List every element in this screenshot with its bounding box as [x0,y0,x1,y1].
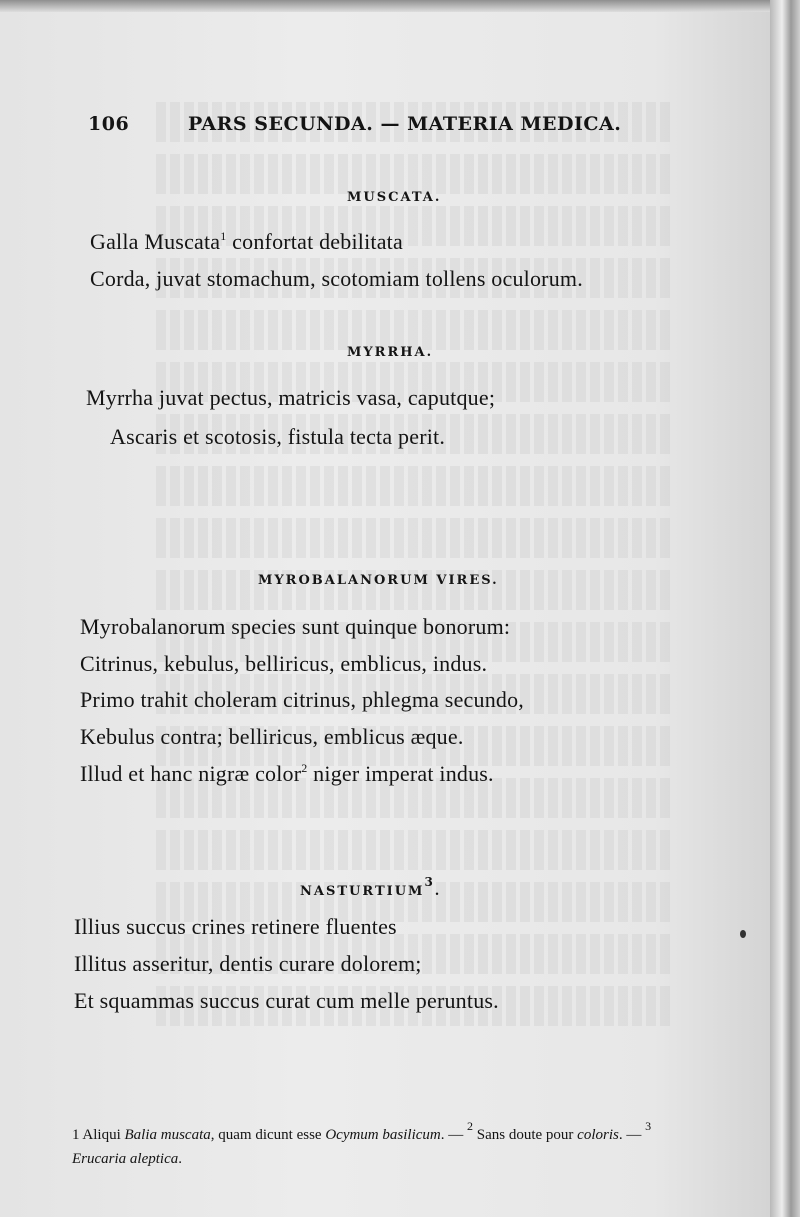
footnote-ref: 1 [220,229,227,243]
section-title-muscata: MUSCATA. [347,190,442,205]
footnote-ref: 3 [424,875,435,889]
verse-line: Ascaris et scotosis, fistula tecta perit. [110,424,446,449]
verse-line: Et squammas succus curat cum melle peruntus. [74,988,499,1013]
footnote-ref: 2 [301,761,308,775]
verse-line: Citrinus, kebulus, belliricus, emblicus, indus. [80,651,488,676]
footnotes [72,1114,692,1171]
page-number: 106 [88,113,130,135]
footnote-2: $^2$ Sans doute pour coloris. — [466,1119,646,1143]
verse-line: Kebulus contra; belliricus, emblicus æque. [80,724,464,749]
page-top-edge [0,0,770,12]
verse-line: Illius succus crines retinere fluentes [74,914,397,939]
footnote-1: 1 Aliqui Balia muscata, quam dicunt esse Ocymum basilicum. — [72,1127,467,1143]
verse-line: Corda, juvat stomachum, scotomiam tollens oculorum. [90,266,583,291]
verse-line: Illitus asseritur, dentis curare dolorem; [74,951,422,976]
section-title-myrobalanorum: MYROBALANORUM VIRES. [258,573,499,588]
page-gutter [770,0,800,1217]
section-title-nasturtium: NASTURTIUM$^3$. [300,875,442,899]
verse-line: Galla Muscata$^1$ confortat debilitata [90,229,403,254]
verse-line: Illud et hanc nigræ color$^2$ niger imperat indus. [80,761,494,786]
verse-line: Primo trahit choleram citrinus, phlegma secundo, [80,687,524,712]
section-title-myrrha: MYRRHA. [347,345,434,360]
ink-speck [740,930,746,938]
footnote-3: $^3$ Erucaria aleptica. [72,1119,652,1167]
verse-line: Myrrha juvat pectus, matricis vasa, caputque; [86,385,496,410]
running-head-title: PARS SECUNDA. — MATERIA MEDICA. [188,113,622,135]
verse-line: Myrobalanorum species sunt quinque bonorum: [80,614,511,639]
